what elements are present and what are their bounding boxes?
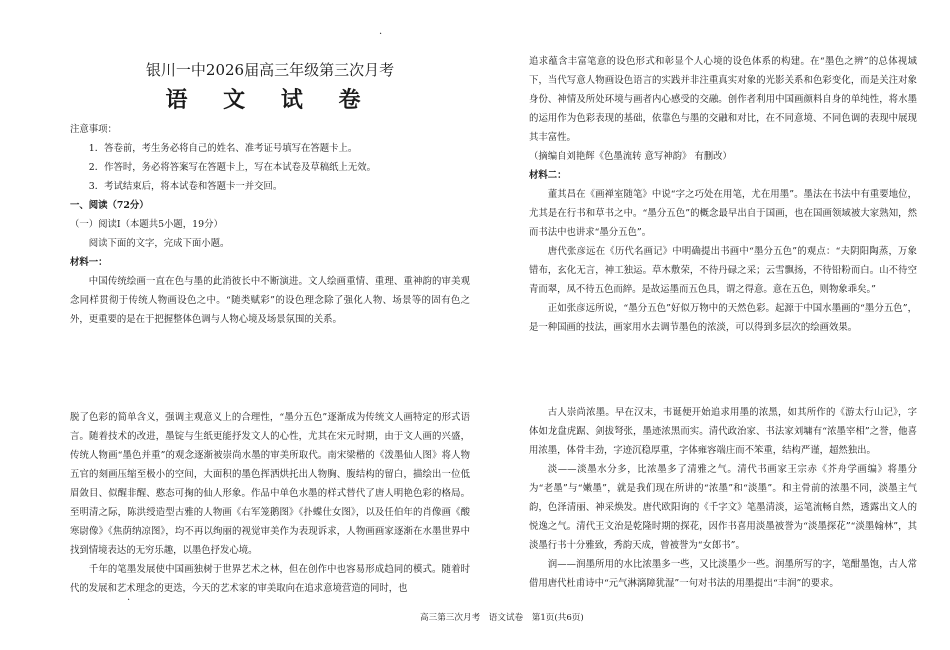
material-one-source: （摘编自刘艳辉《色墨流转 意写神韵》 有删改） [529, 151, 732, 162]
material-two-paragraph-5: 淡——淡墨水分多，比浓墨多了清雅之气。清代书画家王宗赤《芥舟学画编》将墨分为“老墨”与“嫩墨”，就是我们现在所讲的“浓墨”和“淡墨”。和主骨前的浓墨不同，淡墨主气韵，色泽清丽、神采焕发。唐代欧阳询的《千字文》笔墨清淡，运笔流畅自然，透露出文人的悦逸之气。清代王文治是乾隆时期的探花，因作书喜用淡墨被誉为“淡墨探花”“淡墨翰林”，其淡墨行书十分雅致，秀韵天成，曾被誉为“女郎书”。 [529, 464, 917, 551]
material-one-paragraph-3: 千年的笔墨发展使中国画独树于世界艺术之林，但在创作中也容易形成趋同的模式。随着时代的发展和艺术理念的更迭，今天的艺术家的审美取向在追求意境营造的同时，也 [70, 564, 470, 594]
material-two-paragraph-2: 唐代张彦远在《历代名画记》中明确提出书画中“墨分五色”的观点：“夫阴阳陶蒸，万象错布，玄化无言，神工独运。草木敷荣，不待丹碌之采；云雪飘扬，不待铅粉而白。山不待空青而翠，凤不待五色而綷。是故运墨而五色具，谓之得意。意在五色，则物象乖矣。” [529, 246, 917, 295]
material-one-paragraph-4: 追求蕴含丰富笔意的设色形式和彰显个人心境的设色体系的构建。在“墨色之辨”的总体视域下，当代写意人物画设色语言的实践并非注重真实对象的光影关系和色彩变化，而是关注对象身份、神情及所处环境与画者内心感受的交融。创作者利用中国画颜料自身的单纯性，将水墨的运用作为色彩表现的基础，依靠色与墨的交融和对比，在不同意境、不同色调的表现中展现其丰富性。 [529, 56, 917, 143]
reading-instruction: 阅读下面的文字，完成下面小题。 [88, 238, 230, 249]
material-one-paragraph-continued: 脱了色彩的简单含义，强调主观意义上的合理性，“墨分五色”逐渐成为传统文人画特定的形式语言。随着技术的改进，墨锭与生纸更能抒发文人的心性，尤其在宋元时期，由于文人画的兴盛，传统人物画“墨色并重”的观念逐渐被崇尚水墨的审美所取代。南宋梁楷的《泼墨仙人图》将人物五官的刻画压缩至极小的空间，大面积的墨色挥洒烘托出人物胸、腹结构的留白，描绘出一位低眉敛目、似醒非醒、憨态可掬的仙人形象。作品中单色水墨的样式替代了唐人明艳色彩的格局。至明清之际，陈洪绶造型古雅的人物画《右军笼鹅图》《扑蝶仕女图》，以及任伯年的肖像画《酸寒尉像》《焦荫纳凉图》，均不再以绚丽的视觉审美作为表现诉求，人物画画家逐渐在水墨世界中找到情境表达的无穷乐趣，以墨色抒发心境。 [70, 412, 470, 556]
note-item-2: 2．作答时，务必将答案写在答题卡上，写在本试卷及草稿纸上无效。 [88, 162, 377, 173]
left-column-top [70, 120, 470, 329]
material-two-label: 材料二： [529, 170, 567, 181]
note-item-1: 1．答卷前，考生务必将自己的姓名、准考证号填写在答题卡上。 [88, 143, 358, 154]
notes-heading: 注意事项： [70, 124, 117, 135]
material-two-paragraph-1: 董其昌在《画禅室随笔》中说“字之巧处在用笔，尤在用墨”。墨法在书法中有重要地位，尤其是在行书和草书之中。“墨分五色”的概念最早出自于国画，也在国画领域被大家熟知，然而书法中也讲求“墨分五色”。 [529, 189, 917, 238]
material-two-paragraph-4: 古人崇尚浓墨。早在汉末，韦诞便开始追求用墨的浓黑，如其所作的《游太行山记》，字体如龙盘虎踞、剑拔弩张，墨迹浓黑而实。清代政治家、书法家刘墉有“浓墨宰相”之誉，他喜用浓墨，体骨丰劲，字迹沉稳厚重，字体雍容端庄而不笨重，结构严谨，超然独出。 [529, 407, 917, 456]
subsection-heading: （一）阅读Ⅰ（本题共5小题，19分） [70, 219, 223, 230]
exam-subject-title: 语 文 试 卷 [165, 87, 375, 113]
left-column-bottom [70, 408, 470, 598]
material-two-paragraph-6: 润——润墨所用的水比浓墨多一些，又比淡墨少一些。润墨所写的字，笔酣墨饱，古人常借用唐代杜甫诗中“元气淋漓障犹湿”一句对书法的用墨提出“丰润”的要求。 [529, 559, 917, 589]
material-one-label: 材料一： [70, 257, 108, 268]
right-column-top [529, 52, 917, 337]
scan-dot-bottom: · [127, 595, 131, 606]
section-heading: 一、阅读（72分） [70, 200, 149, 211]
scan-dot-top: · [379, 29, 383, 40]
page-footer: 高三第三次月考 语文试卷 第1页(共6页) [420, 613, 584, 623]
right-column-bottom [529, 403, 917, 593]
material-two-paragraph-3: 正如张彦远所说，“墨分五色”好似万物中的天然色彩。起源于中国水墨画的“墨分五色”，是一种国画的技法，画家用水去调节墨色的浓淡，可以得到多层次的绘画效果。 [529, 303, 917, 333]
material-one-paragraph-1: 中国传统绘画一直在色与墨的此消彼长中不断演进。文人绘画重情、重理、重神韵的审美观念同样贯彻于传统人物画设色之中。“随类赋彩”的设色理念除了强化人物、场景等的固有色之外，更重要的是在于把握整体色调与人物心境及场景氛围的关系。 [70, 276, 470, 325]
note-item-3: 3．考试结束后，将本试卷和答题卡一并交回。 [88, 181, 283, 192]
exam-school-title: 银川一中2026届高三年级第三次月考 [145, 61, 395, 79]
